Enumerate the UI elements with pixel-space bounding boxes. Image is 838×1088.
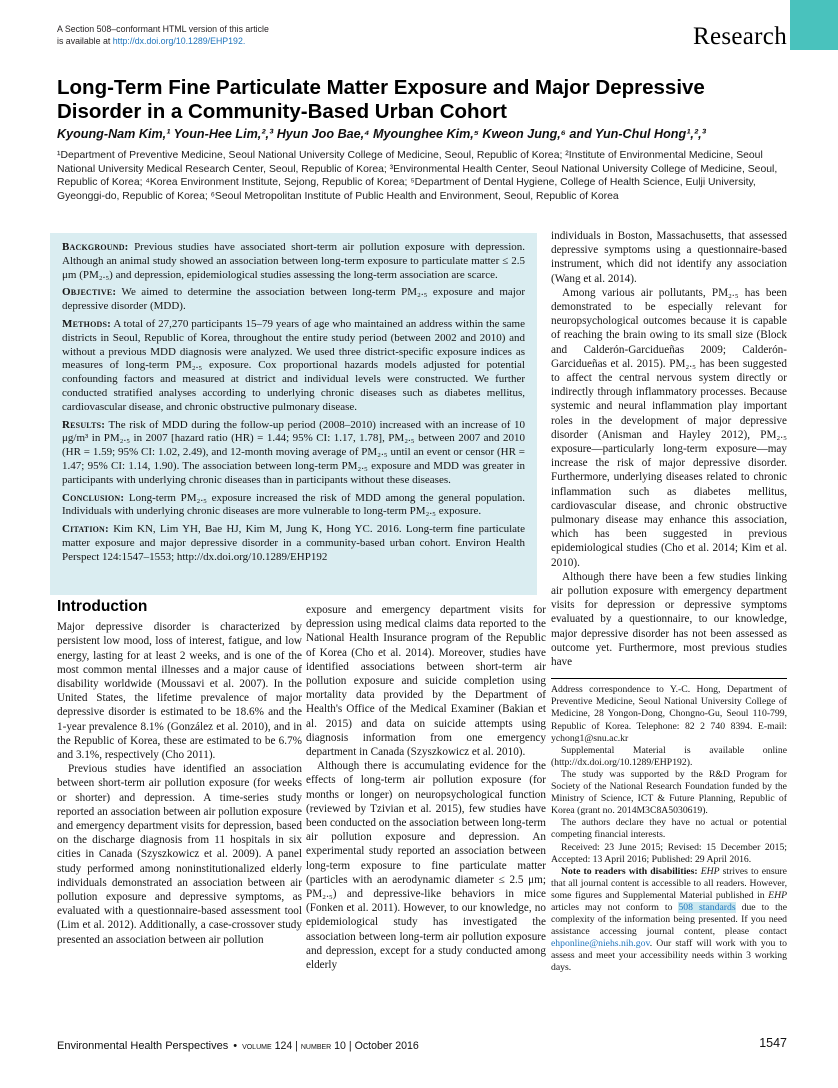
footnote-correspondence: Address correspondence to Y.-C. Hong, Department of Preventive Medicine, Seoul National University College of Medicine, 28 Yongon-Dong, Chongno-Gu, Seoul 110-799, Republic of Korea. Telephone: 82 2 740 8394. E-mail: ychong1@snu.ac.kr <box>551 684 787 744</box>
journal-name: Environmental Health Perspectives <box>57 1040 229 1052</box>
footer-issue-info: volume 124 | number 10 | <box>242 1040 355 1052</box>
body-column-left <box>57 600 302 947</box>
research-section-label: Research <box>692 23 787 50</box>
paragraph: Among various air pollutants, PM₂.₅ has been demonstrated to be especially relevant for neuropsychological outcomes because it is capable of reaching the brain owing to its small size (Block and Calderón-Garcidueñas 2009; Calderón-Garcidueñas et al. 2015). PM₂.₅ has been suggested to affect the central nervous system directly or indirectly through inflammatory processes. Because systemic and neural inflammation play important roles in the development of major depressive disorder (Anisman and Hayley 2012), PM₂.₅ exposure—particularly long-term exposure—may increase the risk of major depressive disorder. Furthermore, underlying diseases related to chronic inflammation such as diabetes mellitus, cardiovascular disease, and chronic obstructive pulmonary disease may enhance this association, which has been suggested in previous epidemiological studies (Cho et al. 2014; Kim et al. 2010). <box>551 286 787 569</box>
body-column-right <box>551 229 787 975</box>
author-line: Kyoung-Nam Kim,¹ Youn-Hee Lim,²,³ Hyun Joo Bae,⁴ Myounghee Kim,⁵ Kweon Jung,⁶ and Yun-Chul Hong¹,²,³ <box>57 127 706 141</box>
link-508-standards[interactable]: 508 standards <box>678 901 736 913</box>
notice-line2-prefix: is available at <box>57 35 113 46</box>
section-508-notice <box>57 24 377 47</box>
page-number: 1547 <box>759 1036 787 1050</box>
footer-bullet: • <box>233 1040 238 1052</box>
abstract-text: A total of 27,270 participants 15–79 years of age who maintained an address within the same districts in Seoul, Republic of Korea, throughout the entire study period (between 2002 and 2010) and without a previous MDD diagnosis were analyzed. We used three district-specific exposure indices as measures of long-term PM₂.₅ exposure. Cox proportional hazards models adjusted for potential confounding factors and measured at district and individual levels were constructed. We further conducted stratified analyses according to underlying chronic diseases such as diabetes mellitus, cardiovascular disease, and chronic obstructive pulmonary disease. <box>62 317 525 413</box>
abstract-label: Objective: <box>62 286 117 299</box>
abstract-methods <box>62 318 525 415</box>
doi-link[interactable]: http://dx.doi.org/10.1289/EHP192. <box>112 35 246 46</box>
paragraph: Although there is accumulating evidence for the effects of long-term air pollution exposure (for months or longer) on neuropsychological function (reviewed by Tzivian et al. 2015), few studies have been conducted on the association between long-term air pollution exposure and depression. An experimental study reported an association between long-term exposure to fine particulate matter (particles with an aerodynamic diameter ≤ 2.5 μm; PM₂.₅) and depressive-like behaviors in mice (Fonken et al. 2011). However, to our knowledge, no epidemiological study has investigated the association between long-term air pollution exposure and depression, except for a study conducted among elderly <box>306 760 546 972</box>
abstract-label: Conclusion: <box>62 491 125 504</box>
affiliations: ¹Department of Preventive Medicine, Seoul National University College of Medicine, Seoul, Republic of Korea; ²Institute of Environmental Medicine, Seoul National University Medical Research Center, Seoul, Republic of Korea; ³Environmental Health Center, Seoul National University College of Medicine, Seoul, Republic of Korea; ⁴Korea Environment Institute, Sejong, Republic of Korea; ⁵Department of Dental Hygiene, College of Health Science, Eulji University, Gyeonggi-do, Republic of Korea; ⁶Seoul Metropolitan Institute of Public Health and Environment, Seoul, Republic of Korea <box>57 150 778 202</box>
accessibility-note-text: . Our staff will work with you to assess and meet your accessibility needs within 3 working days. <box>551 938 787 974</box>
article-title: Long-Term Fine Particulate Matter Exposure and Major Depressive Disorder in a Community-Based Urban Cohort <box>57 76 705 123</box>
abstract-objective <box>62 286 525 314</box>
accessibility-note-text: articles may not conform to <box>551 901 679 913</box>
abstract-text: We aimed to determine the association between long-term PM₂.₅ exposure and major depressive disorder (MDD). <box>62 286 525 313</box>
link-ehp-email[interactable]: ehponline@niehs.nih.gov <box>551 938 650 950</box>
teal-corner-mark <box>790 0 838 50</box>
paragraph: Major depressive disorder is characterized by persistent low mood, loss of interest, fatigue, and low energy, lasting for at least 2 weeks, and is one of the most common mental illnesses and a major cause of disability worldwide (Moussavi et al. 2007). In the United States, the lifetime prevalence of major depressive disorder is estimated to be 18.6% and the 1-year prevalence 8.1% (González et al. 2010), and in the Republic of Korea, these are estimated to be 6.7% and 3.1%, respectively (Cho 2011). <box>57 621 302 762</box>
paragraph: exposure and emergency department visits for depression using medical claims data reported to the National Health Insurance program of the Republic of Korea (Cho et al. 2014). Moreover, studies have identified associations between short-term air pollution exposure and suicide completion using mortality data provided by the Department of Health's Office of the Medical Examiner (Bakian et al. 2015) and data on suicide attempts using diagnosis information from one emergency department in Canada (Szyszkowicz et al. 2010). <box>306 604 546 759</box>
abstract-box <box>50 233 537 595</box>
footnote-accessibility <box>551 866 787 975</box>
footnote-divider <box>551 678 787 679</box>
abstract-label: Results: <box>62 418 106 431</box>
accessibility-note-text: strives to ensure that all journal content is accessible to all readers. However, some figures and Supplemental Material published in <box>551 865 787 901</box>
abstract-results <box>62 419 525 488</box>
abstract-background <box>62 241 525 282</box>
paragraph: Although there have been a few studies linking air pollution exposure with emergency department visits for depression or depressive symptoms evaluated by a questionnaire, to our knowledge, major depressive disorder has not been assessed as outcome yet. Furthermore, most previous studies have <box>551 570 787 669</box>
footnote-funding: The study was supported by the R&D Program for Society of the National Research Foundation funded by the Ministry of Science, ICT & Future Planning, Republic of Korea (grant no. 2014M3C8A5030619). <box>551 768 787 817</box>
ehp-italic: EHP <box>768 889 787 901</box>
ehp-italic: EHP <box>700 865 720 877</box>
abstract-label: Methods: <box>62 317 111 330</box>
page-footer <box>57 1040 419 1052</box>
abstract-conclusion <box>62 492 525 520</box>
abstract-label: Citation: <box>62 523 109 536</box>
abstract-text: The risk of MDD during the follow-up period (2008–2010) increased with an increase of 10 μg/m³ in PM₂.₅ in 2007 [hazard ratio (HR) = 1.44; 95% CI: 1.17, 1.78], PM₂.₅ between 2007 and 2010 (HR = 1.59; 95% CI: 1.02, 2.49), and 12-month moving average of PM₂.₅ until an event or censor (HR = 1.47; 95% CI: 1.14, 1.90). The association between long-term PM₂.₅ exposure and MDD was greater in participants with underlying chronic diseases than in participants without these diseases. <box>62 418 525 486</box>
footnote-dates: Received: 23 June 2015; Revised: 15 December 2015; Accepted: 13 April 2016; Published: 29 April 2016. <box>551 841 787 865</box>
abstract-text: Previous studies have associated short-term air pollution exposure with depression. Although an animal study showed an association between long-term exposure to particulate matter ≤ 2.5 μm (PM₂.₅) and depression, epidemiological studies assessing the long-term association are scarce. <box>62 241 526 281</box>
footnotes-block <box>551 684 787 974</box>
accessibility-note-text: due to the complexity of the information being presented. If you need assistance accessing journal content, please contact <box>551 901 787 938</box>
abstract-text: Long-term PM₂.₅ exposure increased the risk of MDD among the general population. Individuals with underlying chronic diseases are more vulnerable to long-term PM₂.₅ exposure. <box>62 491 525 518</box>
introduction-heading: Introduction <box>57 598 148 615</box>
notice-line1: A Section 508–conformant HTML version of this article <box>57 24 269 34</box>
accessibility-note-label: Note to readers with disabilities: <box>561 865 701 877</box>
footnote-competing-interests: The authors declare they have no actual or potential competing financial interests. <box>551 817 787 841</box>
footnote-supplemental: Supplemental Material is available online (http://dx.doi.org/10.1289/EHP192). <box>551 744 787 768</box>
abstract-label: Background: <box>62 241 129 253</box>
paragraph: Previous studies have identified an association between short-term air pollution exposure (for weeks or shorter) and depression. A time-series study reported an association between air pollution exposure and emergency department visits for depression, based on the discharge diagnosis from 11 hospitals in six cities in Canada (Szyszkowicz et al. 2009). A panel study performed among noninstitutionalized elderly individuals demonstrated an association between air pollution exposure and depressive symptoms, as evaluated with a questionnaire-based assessment tool (Lim et al. 2012). Additionally, a case-crossover study presented an association between air pollution <box>57 763 302 946</box>
abstract-text: Kim KN, Lim YH, Bae HJ, Kim M, Jung K, Hong YC. 2016. Long-term fine particulate matter exposure and major depressive disorder in a community-based urban cohort. Environ Health Perspect 124:1547–1553; http://dx.doi.org/10.1289/EHP192 <box>62 523 525 563</box>
footer-issue-date: October 2016 <box>354 1040 419 1052</box>
abstract-citation <box>62 523 525 564</box>
body-column-middle <box>306 603 546 972</box>
paragraph: individuals in Boston, Massachusetts, that assessed depressive symptoms using a questionnaire-based instrument, which did not identify any association (Wang et al. 2014). <box>551 230 787 285</box>
